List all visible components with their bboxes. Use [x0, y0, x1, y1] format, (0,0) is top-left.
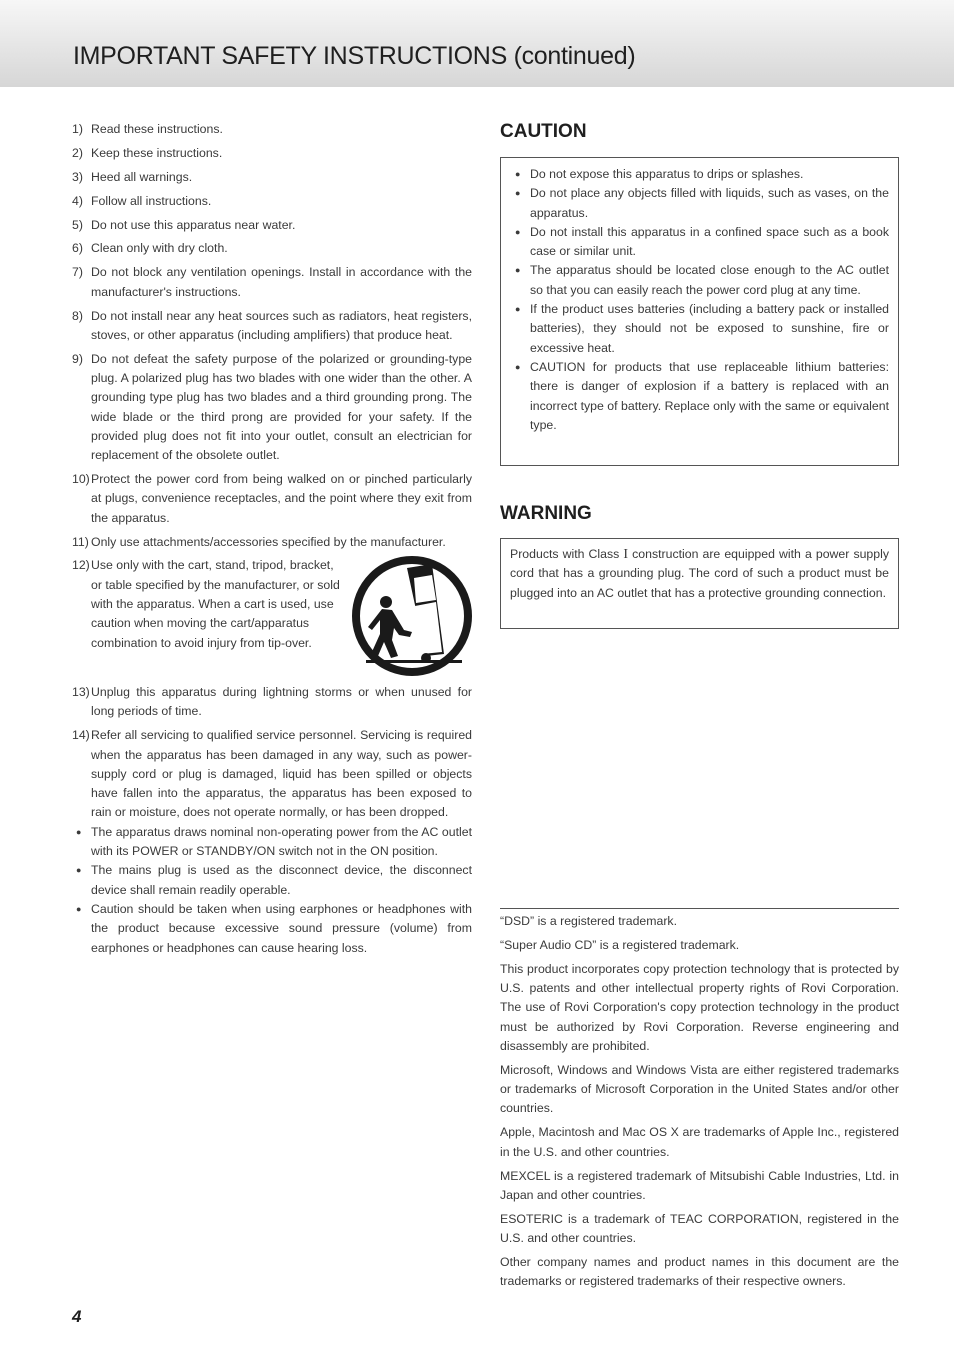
instructions-list — [72, 120, 472, 958]
list-item: 3) Heed all warnings. — [72, 169, 193, 184]
page-header — [0, 0, 954, 87]
bullet-icon: ● — [515, 188, 521, 199]
list-item: 2) Keep these instructions. — [72, 145, 223, 160]
list-item: ● Caution should be taken when using earphones or headphones with the product because excessive sound pressure (volume) from earphones or headphones can cause hearing loss. — [72, 900, 472, 958]
list-item: 5) Do not use this apparatus near water. — [72, 217, 296, 232]
trademark-notice: Microsoft, Windows and Windows Vista are either registered trademarks or trademarks of Microsoft Corporation in the United States and/or other countries. — [500, 1062, 899, 1116]
list-item: ● The apparatus should be located close enough to the AC outlet so that you can easily reach the power cord plug at any time. — [511, 261, 889, 300]
bullet-icon: ● — [515, 169, 521, 179]
list-item: 10) Protect the power cord from being walked on or pinched particularly at plugs, convenience receptacles, and the point where they exit from the apparatus. — [72, 472, 472, 525]
caution-heading: CAUTION — [500, 121, 587, 142]
page-title: IMPORTANT SAFETY INSTRUCTIONS (continued) — [73, 42, 636, 70]
trademark-notice: Apple, Macintosh and Mac OS X are trademarks of Apple Inc., registered in the U.S. and other countries. — [500, 1125, 899, 1159]
trademark-notice: This product incorporates copy protection technology that is protected by U.S. patents and other intellectual property rights of Rovi Corporation. The use of Rovi Corporation's copy protection technology in the product must be authorized by Rovi Corporation. Reverse engineering and disassembly are prohibited. — [500, 961, 899, 1053]
divider — [500, 908, 899, 909]
cart-tip-over-warning-icon — [352, 556, 472, 676]
list-item: 13) Unplug this apparatus during lightning storms or when unused for long periods of time. — [72, 685, 472, 719]
list-item: ● If the product uses batteries (including a battery pack or installed batteries), they should not be exposed to sunshine, fire or excessive heat. — [511, 300, 889, 358]
list-item: 14) Refer all servicing to qualified service personnel. Servicing is required when the apparatus has been damaged in any way, such as power-supply cord or plug is damaged, liquid has been spilled or objects have fallen into the apparatus, the apparatus has been exposed to rain or moisture, does not operate normally, or has been dropped. — [72, 728, 472, 820]
page-number: 4 — [72, 1307, 82, 1326]
trademark-notice: MEXCEL is a registered trademark of Mitsubishi Cable Industries, Ltd. in Japan and other countries. — [500, 1168, 899, 1202]
list-item: 12) Use only with the cart, stand, tripod, bracket, or table specified by the manufacturer, or sold with the apparatus. When a cart is used, use caution when moving the cart/apparatus combination to avoid injury from tip-over. — [72, 556, 472, 678]
bullet-icon: ● — [515, 361, 521, 372]
list-item: ● CAUTION for products that use replaceable lithium batteries: there is danger of explosion if a battery is replaced with an incorrect type of battery. Replace only with the same or equivalent type. — [511, 358, 889, 435]
trademark-notice: Other company names and product names in this document are the trademarks or registered trademarks of their respective owners. — [500, 1254, 899, 1289]
class-one-symbol: I — [623, 547, 629, 562]
bullet-icon: ● — [76, 826, 82, 837]
bullet-icon: ● — [515, 226, 521, 237]
list-item: 9) Do not defeat the safety purpose of the polarized or grounding-type plug. A polarized plug has two blades with one wider than the other. A grounding type plug has two blades and a third grounding prong. The wide blade or the third prong are provided for your safety. If the provided plug does not fit into your outlet, consult an electrician for replacement of the obsolete outlet. — [72, 351, 472, 463]
trademark-notice: “DSD” is a registered trademark. — [500, 914, 677, 928]
bullet-icon: ● — [76, 865, 82, 876]
bullet-icon: ● — [515, 265, 521, 276]
list-item: 4) Follow all instructions. — [72, 193, 212, 208]
list-item: ● Do not place any objects filled with liquids, such as vases, on the apparatus. — [511, 184, 889, 223]
list-item: ● Do not install this apparatus in a confined space such as a book case or similar unit. — [511, 223, 889, 262]
list-item: 11) Only use attachments/accessories specified by the manufacturer. — [72, 534, 446, 549]
list-item: 7) Do not block any ventilation openings. Install in accordance with the manufacturer's instructions. — [72, 265, 472, 299]
caution-box — [500, 157, 899, 466]
bullet-icon: ● — [76, 903, 82, 914]
trademark-notice: ESOTERIC is a trademark of TEAC CORPORATION, registered in the U.S. and other countries. — [500, 1211, 899, 1246]
warning-box: Products with Class I construction are equipped with a power supply cord that has a grounding plug. The cord of such a product must be plugged into an AC outlet that has a protective grounding connection. — [500, 538, 899, 629]
list-item: ● Do not expose this apparatus to drips or splashes. — [511, 165, 889, 184]
list-item: 8) Do not install near any heat sources such as radiators, heat registers, stoves, or other apparatus (including amplifiers) that produce heat. — [72, 308, 472, 342]
list-item: 6) Clean only with dry cloth. — [72, 241, 228, 256]
trademark-notices — [500, 912, 899, 1296]
list-item: 1) Read these instructions. — [72, 122, 223, 136]
list-item: ● The mains plug is used as the disconnect device, the disconnect device shall remain readily operable. — [72, 861, 472, 900]
trademark-notice: “Super Audio CD” is a registered trademark. — [500, 937, 740, 952]
bullet-icon: ● — [515, 304, 521, 315]
warning-heading: WARNING — [500, 503, 592, 524]
list-item: ● The apparatus draws nominal non-operating power from the AC outlet with its POWER or STANDBY/ON switch not in the ON position. — [72, 823, 472, 862]
